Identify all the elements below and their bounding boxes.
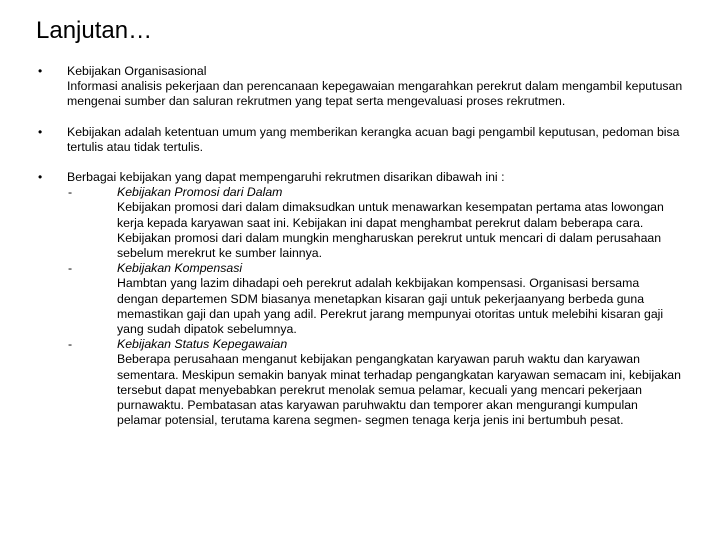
bullet-text: Informasi analisis pekerjaan dan perencanaan kepegawaian mengarahkan perekrut dalam mengambil keputusan mengenai sumber dan saluran rekrutmen yang tepat serta mengevaluasi proses rekrutmen. <box>67 79 683 109</box>
bullet-text: Kebijakan adalah ketentuan umum yang memberikan kerangka acuan bagi pengambil keputusan, pedoman bisa tertulis atau tidak tertulis. <box>67 124 680 154</box>
bullet-item <box>0 125 720 155</box>
sub-item <box>0 337 720 428</box>
bullet-heading: Kebijakan Organisasional <box>67 64 207 78</box>
sub-item-title: Kebijakan Promosi dari Dalam <box>117 185 283 200</box>
bullet-item <box>0 170 720 428</box>
bullet-icon: • <box>38 64 43 78</box>
bullet-icon: • <box>38 124 43 139</box>
dash-marker: - <box>68 337 73 352</box>
slide-title: Lanjutan… <box>36 17 153 44</box>
dash-marker: - <box>68 185 73 200</box>
dash-marker: - <box>68 261 73 276</box>
sub-item-title: Kebijakan Kompensasi <box>117 261 243 276</box>
slide-content <box>0 64 720 443</box>
bullet-item <box>0 64 720 110</box>
sub-item <box>0 185 720 261</box>
sub-item-text: Beberapa perusahaan menganut kebijakan pengangkatan karyawan paruh waktu dan karyawan sementara. Meskipun semakin banyak minat terhadap pengangkatan karyawan semacam ini, kebijakan tersebut dapat menyebabkan perekrut menolak semua pelamar, kecuali yang mencari pekerjaan purnawaktu. Pembatasan atas karyawan paruhwaktu dan temporer akan mengurangi kumpulan pelamar potensial, terutama karena segmen- segmen tenaga kerja jenis ini bertumbuh pesat. <box>117 352 681 428</box>
bullet-text: Berbagai kebijakan yang dapat mempengaruhi rekrutmen disarikan dibawah ini : <box>67 170 505 185</box>
sub-item-title: Kebijakan Status Kepegawaian <box>117 337 288 352</box>
bullet-icon: • <box>38 170 43 185</box>
sub-item-text: Kebijakan promosi dari dalam dimaksudkan untuk menawarkan kesempatan pertama atas lowongan kerja kepada karyawan saat ini. Kebijakan ini dapat menghambat perekrut dalam beberapa cara. Kebijakan promosi dari dalam mungkin mengharuskan perekrut untuk mencari di dalam perusahaan sebelum merekrut ke sumber lainnya. <box>117 200 664 261</box>
sub-item-text: Hambtan yang lazim dihadapi oeh perekrut adalah kekbijakan kompensasi. Organisasi bersama dengan departemen SDM biasanya menetapkan kisaran gaji untuk pekerjaanyang berbeda guna memastikan gaji dan upah yang adil. Perekrut jarang mempunyai otoritas untuk melebihi kisaran gaji yang sudah dipatok sebelumnya. <box>117 276 664 337</box>
sub-item <box>0 261 720 337</box>
